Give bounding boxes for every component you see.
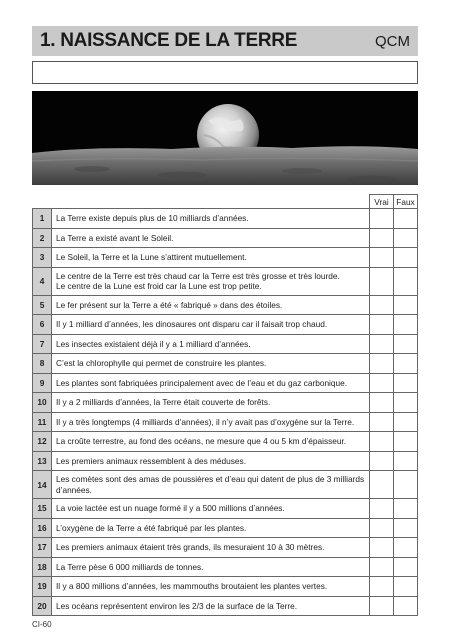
table-header-row (33, 195, 418, 209)
question-text: La Terre pèse 6 000 milliards de tonnes. (56, 561, 204, 572)
question-row (33, 248, 418, 268)
answer-faux-box[interactable] (394, 209, 418, 229)
answer-vrai-box[interactable] (370, 518, 394, 538)
answer-vrai-box[interactable] (370, 354, 394, 374)
answer-vrai-box[interactable] (370, 209, 394, 229)
question-row (33, 315, 418, 335)
answer-vrai-box[interactable] (370, 451, 394, 471)
question-text: Il y 1 milliard d’années, les dinosaures ont disparu car il faisait trop chaud. (56, 319, 328, 329)
answer-faux-box[interactable] (394, 267, 418, 295)
question-number: 19 (33, 577, 52, 597)
question-text: Les insectes existaient déjà il y a 1 milliard d’années. (56, 338, 251, 349)
question-number: 9 (33, 373, 52, 393)
question-row (33, 334, 418, 354)
question-row (33, 499, 418, 519)
question-text-line2: Le centre de la Lune est froid car la Lune est trop petite. (56, 281, 262, 291)
question-text: Les premiers animaux étaient très grands, ils mesuraient 10 à 30 mètres. (56, 542, 325, 552)
page-header (32, 26, 418, 56)
question-text: La croûte terrestre, au fond des océans, ne mesure que 4 ou 5 km d’épaisseur. (56, 436, 347, 446)
answer-vrai-box[interactable] (370, 577, 394, 597)
question-text: Les premiers animaux ressemblent à des méduses. (56, 455, 246, 466)
question-number: 2 (33, 228, 52, 248)
question-number: 18 (33, 557, 52, 577)
question-number: 16 (33, 518, 52, 538)
question-text: Il y a 2 milliards d’années, la Terre était couverte de forêts. (56, 397, 271, 407)
question-text-cell (52, 451, 370, 471)
question-row (33, 577, 418, 597)
question-text: La Terre a existé avant le Soleil. (56, 232, 174, 243)
question-row (33, 451, 418, 471)
answer-faux-box[interactable] (394, 471, 418, 499)
name-field[interactable] (32, 61, 418, 84)
question-text-cell (52, 557, 370, 577)
question-text-cell (52, 412, 370, 432)
answer-vrai-box[interactable] (370, 315, 394, 335)
answer-vrai-box[interactable] (370, 432, 394, 452)
answer-faux-box[interactable] (394, 499, 418, 519)
answer-vrai-box[interactable] (370, 393, 394, 413)
answer-faux-box[interactable] (394, 518, 418, 538)
question-text-cell (52, 518, 370, 538)
question-text-cell (52, 499, 370, 519)
question-text-cell (52, 267, 370, 295)
answer-faux-box[interactable] (394, 315, 418, 335)
question-number: 17 (33, 538, 52, 558)
answer-faux-box[interactable] (394, 432, 418, 452)
question-number: 8 (33, 354, 52, 374)
question-row (33, 412, 418, 432)
question-text-cell (52, 596, 370, 616)
question-text: Le fer présent sur la Terre a été « fabriqué » dans des étoiles. (56, 299, 283, 310)
answer-faux-box[interactable] (394, 577, 418, 597)
answer-vrai-box[interactable] (370, 295, 394, 315)
question-text-cell (52, 432, 370, 452)
question-text-line2: d’années. (56, 484, 92, 495)
question-number: 4 (33, 267, 52, 295)
question-row (33, 557, 418, 577)
question-number: 1 (33, 209, 52, 229)
answer-vrai-box[interactable] (370, 557, 394, 577)
page-title: 1. NAISSANCE DE LA TERRE (40, 30, 298, 51)
answer-faux-box[interactable] (394, 412, 418, 432)
earthrise-photo (32, 91, 418, 185)
question-text-cell (52, 295, 370, 315)
answer-vrai-box[interactable] (370, 334, 394, 354)
question-number: 10 (33, 393, 52, 413)
question-text-cell (52, 373, 370, 393)
question-text: La voie lactée est un nuage formé il y a 500 millions d’années. (56, 503, 285, 513)
question-text: Les océans représentent environ les 2/3 de la surface de la Terre. (56, 600, 298, 611)
answer-faux-box[interactable] (394, 334, 418, 354)
question-row (33, 393, 418, 413)
question-row (33, 228, 418, 248)
answer-faux-box[interactable] (394, 228, 418, 248)
answer-vrai-box[interactable] (370, 267, 394, 295)
answer-vrai-box[interactable] (370, 538, 394, 558)
question-text: Le Soleil, la Terre et la Lune s’attirent mutuellement. (56, 252, 247, 262)
question-text: Le centre de la Terre est très chaud car la Terre est très grosse et très lourde. (56, 270, 340, 281)
quiz-table (32, 194, 418, 616)
question-text: C’est la chlorophylle qui permet de construire les plantes. (56, 358, 267, 368)
answer-faux-box[interactable] (394, 393, 418, 413)
question-text-cell (52, 248, 370, 268)
question-row (33, 267, 418, 295)
qcm-tag: QCM (375, 32, 410, 50)
question-text: Les comètes sont des amas de poussières et d’eau qui datent de plus de 3 milliards (56, 474, 365, 484)
question-text-cell (52, 538, 370, 558)
question-number: 5 (33, 295, 52, 315)
answer-vrai-box[interactable] (370, 228, 394, 248)
question-row (33, 373, 418, 393)
question-text: Les plantes sont fabriquées principalement avec de l’eau et du gaz carbonique. (56, 377, 348, 388)
question-row (33, 471, 418, 499)
answer-faux-box[interactable] (394, 451, 418, 471)
answer-vrai-box[interactable] (370, 499, 394, 519)
answer-faux-box[interactable] (394, 295, 418, 315)
question-text-cell (52, 471, 370, 499)
question-text-cell (52, 209, 370, 229)
question-number: 11 (33, 412, 52, 432)
question-text-cell (52, 228, 370, 248)
question-row (33, 518, 418, 538)
page-number: CI-60 (32, 620, 52, 629)
question-text-cell (52, 354, 370, 374)
question-text-cell (52, 315, 370, 335)
question-text: Il y a 800 millions d’années, les mammouths broutaient les plantes vertes. (56, 581, 328, 591)
question-row (33, 538, 418, 558)
column-faux: Faux (394, 195, 418, 209)
answer-faux-box[interactable] (394, 538, 418, 558)
answer-vrai-box[interactable] (370, 596, 394, 616)
question-text: La Terre existe depuis plus de 10 milliards d’années. (56, 213, 249, 223)
question-number: 12 (33, 432, 52, 452)
answer-faux-box[interactable] (394, 557, 418, 577)
question-number: 15 (33, 499, 52, 519)
answer-faux-box[interactable] (394, 354, 418, 374)
question-row (33, 209, 418, 229)
answer-faux-box[interactable] (394, 248, 418, 268)
question-text-cell (52, 334, 370, 354)
question-row (33, 596, 418, 616)
answer-vrai-box[interactable] (370, 373, 394, 393)
question-row (33, 432, 418, 452)
question-text-cell (52, 577, 370, 597)
question-number: 6 (33, 315, 52, 335)
quiz-body (33, 209, 418, 616)
answer-faux-box[interactable] (394, 596, 418, 616)
answer-vrai-box[interactable] (370, 412, 394, 432)
question-row (33, 354, 418, 374)
question-number: 13 (33, 451, 52, 471)
question-text-cell (52, 393, 370, 413)
question-text: L’oxygène de la Terre a été fabriqué par les plantes. (56, 522, 247, 533)
question-number: 3 (33, 248, 52, 268)
column-vrai: Vrai (370, 195, 394, 209)
answer-vrai-box[interactable] (370, 248, 394, 268)
question-row (33, 295, 418, 315)
answer-faux-box[interactable] (394, 373, 418, 393)
question-number: 20 (33, 596, 52, 616)
question-number: 7 (33, 334, 52, 354)
question-number: 14 (33, 471, 52, 499)
answer-vrai-box[interactable] (370, 471, 394, 499)
question-text: Il y a très longtemps (4 milliards d’années), il n’y avait pas d’oxygène sur la Terre. (56, 416, 355, 427)
earthrise-illustration (32, 91, 418, 185)
